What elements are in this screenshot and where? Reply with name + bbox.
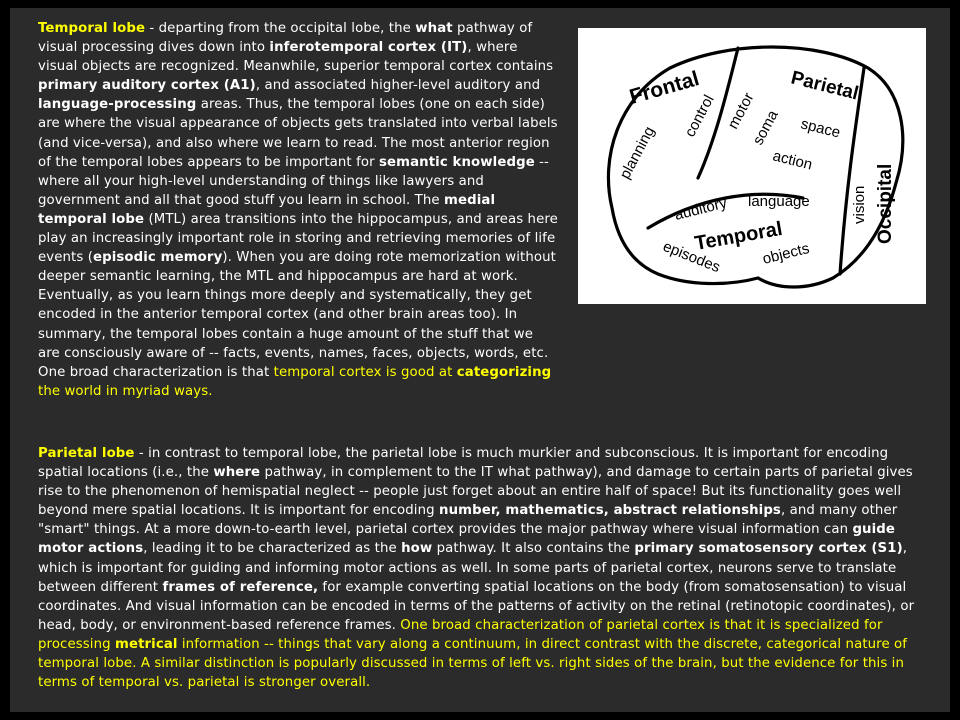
objects-label: objects — [760, 239, 812, 268]
occipital-label: Occipital — [875, 163, 896, 244]
soma-label: soma — [749, 107, 782, 148]
space-label: space — [799, 115, 842, 142]
vision-label: vision — [851, 185, 868, 224]
temporal-lobe-heading: Temporal lobe — [38, 21, 146, 36]
episodes-label: episodes — [660, 237, 723, 277]
frontal-label: Frontal — [627, 67, 702, 109]
temporal-lobe-paragraph: Temporal lobe - departing from the occipital lobe, the what pathway of visual processing dives down into inferotemporal cortex (IT), where visual objects are recognized. Meanwhile, superior temporal cortex contains primary auditory cortex (A1), and associated higher-level auditory and language-processing areas. Thus, the temporal lobes (one on each side) are where the visual appearance of objects gets translated into verbal labels (and vice-versa), and also where we learn to read. The most anterior region of the temporal lobes appears to be important for semantic knowledge -- where all your high-level understanding of things like lawyers and government and all that good stuff you learn in school. The medial temporal lobe (MTL) area transitions into the hippocampus, and areas here play an increasingly important role in storing and retrieving memories of life events (episodic memory). When you are doing rote memorization without deeper semantic learning, the MTL and hippocampus are hard at work. Eventually, as you learn things more deeply and systematically, they get encoded in the anterior temporal cortex (and other brain areas too). In summary, the temporal lobes contain a huge amount of the stuff that we are consciously aware of -- facts, events, names, faces, objects, words, etc. One broad characterization is that temporal cortex is good at categorizing the world in myriad ways. — [38, 21, 558, 399]
action-label: action — [771, 147, 814, 174]
parietal-summary-highlight: One broad characterization of parietal cortex is that it is specialized for processing — [38, 617, 883, 652]
control-label: control — [681, 92, 718, 140]
parietal-lobe-heading: Parietal lobe — [38, 446, 135, 461]
parietal-lobe-paragraph: Parietal lobe - in contrast to temporal lobe, the parietal lobe is much murkier and subconscious. It is important for encoding spatial locations (i.e., the where pathway, in complement to the IT what pathway), and damage to certain parts of parietal gives rise to the phenomenon of hemispatial neglect -- people just forget about an entire half of space! But its functionality goes well beyond mere spatial locations. It is important for encoding number, mathematics, abstract relationships, and many other "smart" things. At a more down-to-earth level, parietal cortex provides the major pathway where visual information can guide motor actions, leading it to be characterized as the how pathway. It also contains the primary somatosensory cortex (S1), which is important for guiding and informing motor actions as well. In some parts of parietal cortex, neurons serve to translate between different frames of reference, for example converting spatial locations on the body (from somatosensation) to visual coordinates. And visual information can be encoded in terms of the patterns of activity on the retinal (retinotopic coordinates), or head, body, or environment-based reference frames. One broad characterization of parietal cortex is that it is specialized for processing metrical information -- things that vary along a continuum, in direct contrast with the discrete, categorical nature of temporal lobe. A similar distinction is popularly discussed in terms of left vs. right sides of the brain, but the evidence for this in terms of temporal vs. parietal is stronger overall. — [38, 446, 915, 691]
temporal-label: Temporal — [693, 217, 785, 255]
temporal-summary-highlight: temporal cortex is good at — [273, 364, 457, 380]
brain-lobes-diagram — [578, 28, 926, 304]
auditory-label: auditory — [672, 194, 729, 224]
planning-label: planning — [616, 123, 659, 182]
motor-label: motor — [724, 90, 758, 132]
parietal-label: Parietal — [788, 67, 861, 105]
language-label: language — [748, 193, 810, 210]
